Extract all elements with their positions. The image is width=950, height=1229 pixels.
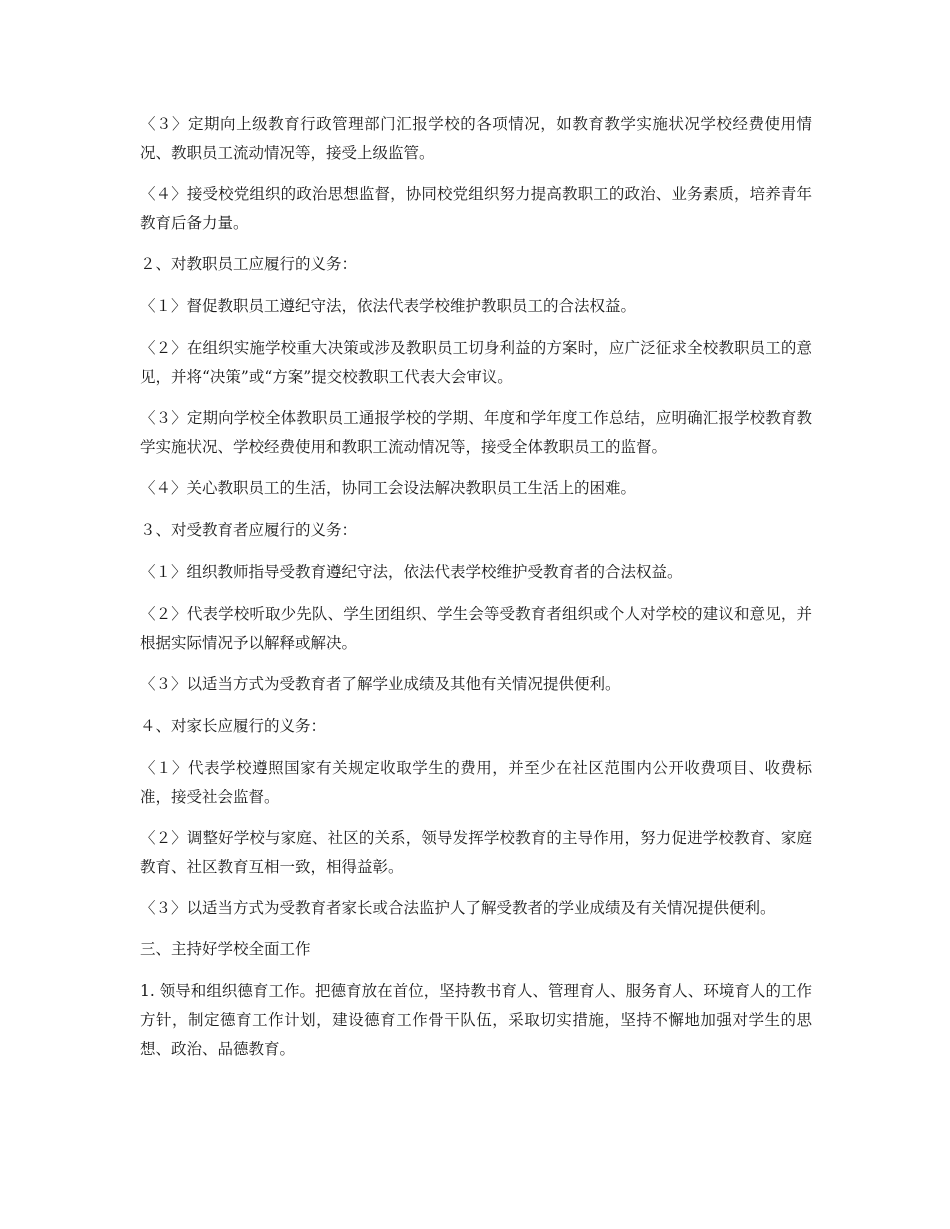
section-heading-parent-duties: ４、对家长应履行的义务： — [140, 717, 327, 735]
document-body — [140, 110, 812, 1076]
paragraph-parent-item-1: 〈１〉代表学校遵照国家有关规定收取学生的费用，并至少在社区范围内公开收费项目、收费标准，接受社会监督。 — [140, 759, 812, 806]
paragraph-student-item-1: 〈１〉组织教师指导受教育遵纪守法，依法代表学校维护受教育者的合法权益。 — [140, 563, 683, 581]
paragraph-parent-item-2: 〈２〉调整好学校与家庭、社区的关系，领导发挥学校教育的主导作用，努力促进学校教育、家庭教育、社区教育互相一致，相得益彰。 — [140, 829, 812, 876]
paragraph-item-3-report-superiors: 〈３〉定期向上级教育行政管理部门汇报学校的各项情况，如教育教学实施状况学校经费使用情况、教职员工流动情况等，接受上级监管。 — [140, 115, 812, 162]
paragraph-staff-item-3: 〈３〉定期向学校全体教职员工通报学校的学期、年度和学年度工作总结，应明确汇报学校教育教学实施状况、学校经费使用和教职工流动情况等，接受全体教职员工的监督。 — [140, 409, 812, 456]
paragraph-student-item-3: 〈３〉以适当方式为受教育者了解学业成绩及其他有关情况提供便利。 — [140, 675, 621, 693]
paragraph-staff-item-2: 〈２〉在组织实施学校重大决策或涉及教职员工切身利益的方案时，应广泛征求全校教职员工的意见，并将“决策”或“方案”提交校教职工代表大会审议。 — [140, 339, 812, 386]
paragraph-moral-education: 1. 领导和组织德育工作。把德育放在首位，坚持教书育人、管理育人、服务育人、环境育人的工作方针，制定德育工作计划，建设德育工作骨干队伍，采取切实措施，坚持不懈地加强对学生的思想、政治、品德教育。 — [140, 982, 813, 1058]
section-heading-overall-work: 三、主持好学校全面工作 — [140, 940, 311, 958]
paragraph-staff-item-1: 〈１〉督促教职员工遵纪守法，依法代表学校维护教职员工的合法权益。 — [140, 297, 637, 315]
section-heading-staff-duties: ２、对教职员工应履行的义务： — [140, 255, 358, 273]
paragraph-staff-item-4: 〈４〉关心教职员工的生活，协同工会设法解决教职员工生活上的困难。 — [140, 479, 637, 497]
paragraph-item-4-party-supervision: 〈４〉接受校党组织的政治思想监督，协同校党组织努力提高教职工的政治、业务素质，培养青年教育后备力量。 — [140, 185, 812, 232]
paragraph-parent-item-3: 〈３〉以适当方式为受教育者家长或合法监护人了解受教者的学业成绩及有关情况提供便利。 — [140, 899, 776, 917]
section-heading-student-duties: ３、对受教育者应履行的义务： — [140, 521, 358, 539]
paragraph-student-item-2: 〈２〉代表学校听取少先队、学生团组织、学生会等受教育者组织或个人对学校的建议和意见，并根据实际情况予以解释或解决。 — [140, 605, 812, 652]
